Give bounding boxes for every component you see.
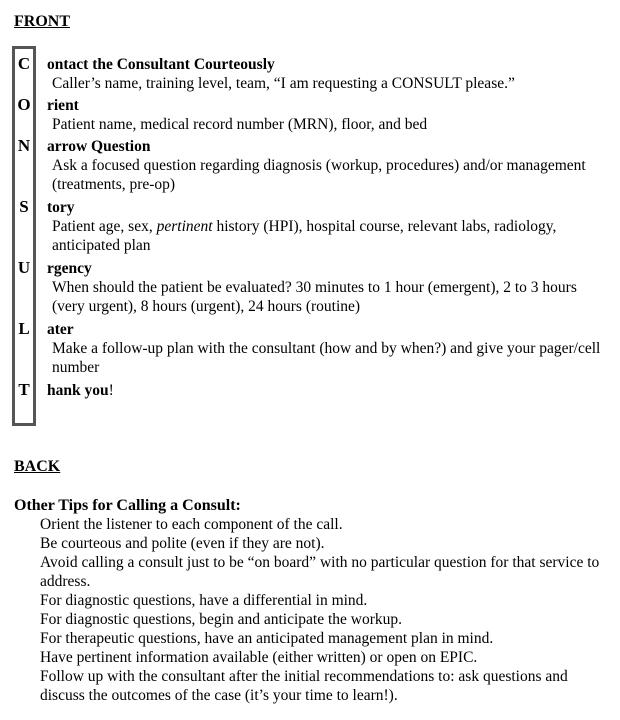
tip-item: Avoid calling a consult just to be “on board” with no particular question for that service to address. bbox=[40, 554, 600, 590]
entry-title-narrow-question: arrow Question bbox=[47, 138, 151, 155]
back-heading: BACK bbox=[14, 458, 61, 475]
tip-item: For diagnostic questions, begin and anticipate the workup. bbox=[40, 611, 403, 628]
tip-item: Orient the listener to each component of the call. bbox=[40, 516, 343, 533]
entry-title-urgency: rgency bbox=[47, 260, 92, 277]
acronym-letter-c: C bbox=[17, 54, 31, 73]
acronym-letter-l: L bbox=[18, 319, 30, 338]
tip-item: For therapeutic questions, have an anticipated management plan in mind. bbox=[40, 630, 494, 647]
entry-desc-contact: Caller’s name, training level, team, “I am requesting a CONSULT please.” bbox=[52, 75, 515, 92]
tip-item: Have pertinent information available (either written) or open on EPIC. bbox=[40, 649, 478, 666]
entry-title-orient: rient bbox=[47, 97, 79, 114]
tips-list bbox=[40, 515, 612, 705]
tips-title: Other Tips for Calling a Consult: bbox=[14, 497, 241, 514]
entry-desc-urgency: When should the patient be evaluated? 30 minutes to 1 hour (emergent), 2 to 3 hours (very urgent), 8 hours (urgent), 24 hours (routine) bbox=[52, 279, 577, 315]
entry-desc-narrow-question: Ask a focused question regarding diagnosis (workup, procedures) and/or management (treatments, pre-op) bbox=[52, 157, 586, 193]
entry-title-thank-you: hank you! bbox=[47, 382, 114, 399]
acronym-letter-s: S bbox=[19, 197, 29, 216]
entry-desc-later: Make a follow-up plan with the consultant (how and by when?) and give your pager/cell number bbox=[52, 340, 601, 376]
acronym-letter-o: O bbox=[17, 95, 31, 114]
acronym-letter-t: T bbox=[18, 380, 30, 399]
entry-desc-story: Patient age, sex, pertinent history (HPI), hospital course, relevant labs, radiology, anticipated plan bbox=[52, 218, 557, 254]
tip-item: Follow up with the consultant after the initial recommendations to: ask questions and discuss the outcomes of the case (it’s your time to learn!). bbox=[40, 668, 568, 704]
entry-title-contact: ontact the Consultant Courteously bbox=[47, 56, 275, 73]
acronym-letter-n: N bbox=[17, 136, 31, 155]
tip-item: Be courteous and polite (even if they are not). bbox=[40, 535, 325, 552]
entry-desc-orient: Patient name, medical record number (MRN), floor, and bed bbox=[52, 116, 428, 133]
entry-title-story: tory bbox=[47, 199, 75, 216]
tip-item: For diagnostic questions, have a differential in mind. bbox=[40, 592, 368, 609]
acronym-letter-u: U bbox=[17, 258, 31, 277]
front-heading: FRONT bbox=[14, 13, 70, 30]
entry-title-later: ater bbox=[47, 321, 74, 338]
